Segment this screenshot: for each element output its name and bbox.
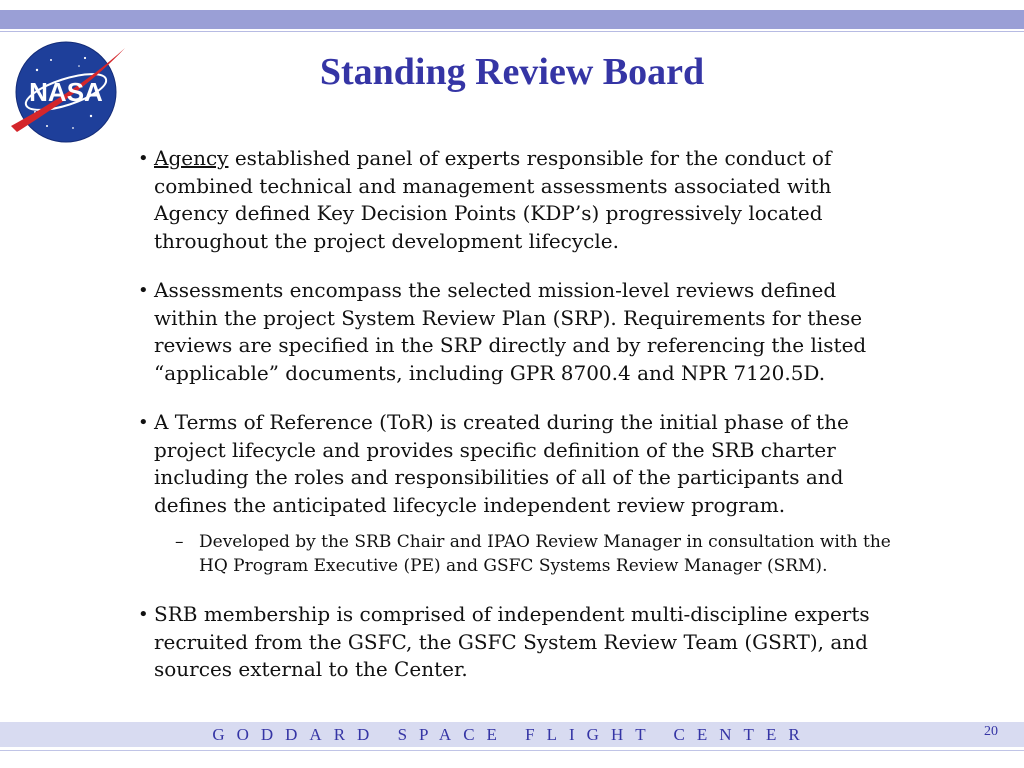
bullet-mark: • (138, 280, 149, 301)
page-title: Standing Review Board (319, 51, 705, 93)
agency-underlined: Agency (154, 146, 229, 170)
bullet-agency (138, 145, 898, 255)
bullet-text: A Terms of Reference (ToR) is created during the initial phase of the project lifecycle and provides specific definition of the SRB charter including the roles and responsibilities of all of the participants and defines the anticipated lifecycle independent review program. (154, 410, 849, 517)
bullet-text: established panel of experts responsible for the conduct of combined technical and management assessments associated with Agency defined Key Decision Points (KDP’s) progressively located throughout the project development lifecycle. (154, 146, 832, 253)
bullet-membership (138, 601, 898, 684)
bullet-mark: • (138, 412, 149, 433)
bullet-mark: • (138, 604, 149, 625)
slide-content (138, 145, 898, 706)
sub-bullet-mark: – (175, 532, 184, 552)
bullet-assessments (138, 277, 898, 387)
svg-text:NASA: NASA (29, 77, 103, 107)
bullet-text: Assessments encompass the selected mission-level reviews defined within the project System Review Plan (SRP). Requirements for these reviews are specified in the SRP directly and by referencing the listed “applicable” documents, including GPR 8700.4 and NPR 7120.5D. (154, 278, 867, 385)
bullet-terms-of-reference (138, 409, 898, 519)
bullet-text: SRB membership is comprised of independent multi-discipline experts recruited from the GSFC, the GSFC System Review Team (GSRT), and sources external to the Center. (154, 602, 870, 681)
header-rule (0, 31, 1024, 32)
header-band (0, 10, 1024, 29)
footer-rule (0, 750, 1024, 751)
sub-bullet-developed-by (175, 530, 899, 578)
footer-center-name: GODDARD SPACE FLIGHT CENTER (212, 725, 812, 744)
page-number: 20 (984, 724, 998, 739)
sub-bullet-text: Developed by the SRB Chair and IPAO Review Manager in consultation with the HQ Program Executive (PE) and GSFC Systems Review Manager (SRM). (199, 532, 891, 576)
bullet-mark: • (138, 148, 149, 169)
